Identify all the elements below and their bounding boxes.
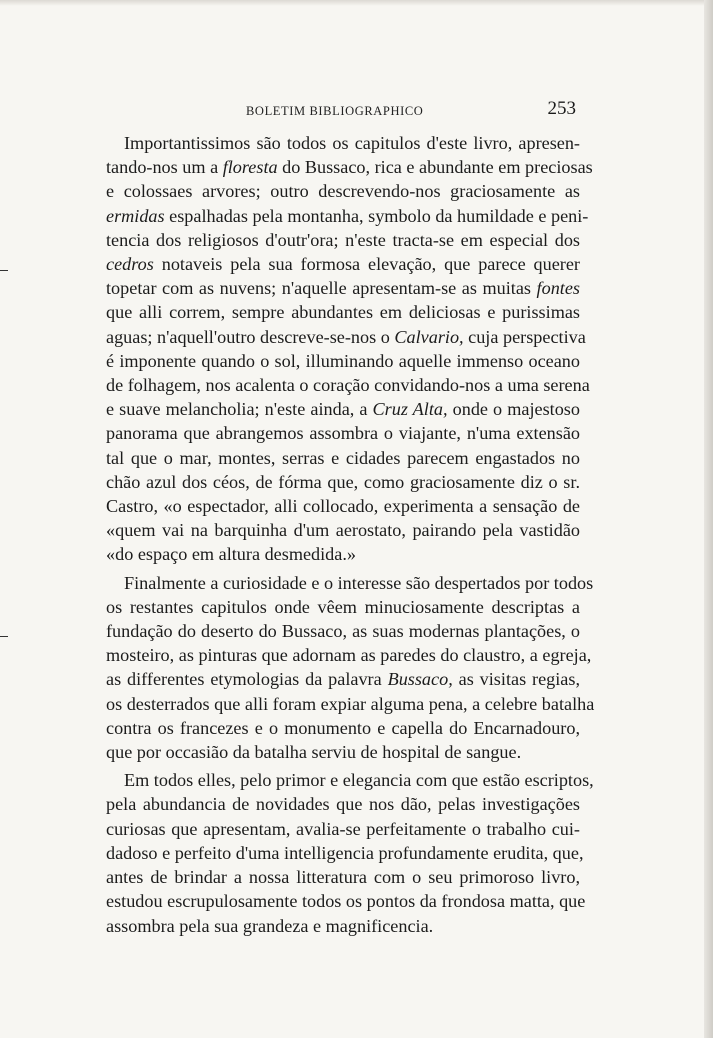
text-segment: tando-nos um a [106, 157, 223, 178]
italic-term: fontes [536, 278, 580, 299]
text-segment: cuja perspectiva [463, 326, 586, 347]
italic-term: Bussaco, [387, 669, 453, 690]
text-line [106, 131, 580, 155]
text-line [106, 792, 580, 816]
paragraph [106, 571, 595, 765]
text-segment: tal que o mar, montes, serras e cidades parecem engastados no [106, 447, 580, 468]
text-line [106, 542, 580, 566]
text-segment: contra os francezes e o monumento e capella do Encarnadouro, [106, 717, 580, 738]
italic-term: Calvario, [394, 326, 464, 347]
text-line [106, 716, 580, 740]
text-segment: que por occasião da batalha serviu de hospital de sangue. [106, 742, 522, 763]
paragraph [106, 131, 593, 567]
text-line [106, 571, 594, 595]
text-segment: e suave melancholia; n'este ainda, a [106, 399, 373, 420]
text-line [106, 595, 580, 619]
text-segment: as visitas regias, [452, 669, 580, 690]
text-line [106, 740, 580, 764]
text-segment: panorama que abrangemos assombra o viajante, n'uma extensão [106, 423, 580, 444]
text-line [106, 300, 580, 324]
text-segment: Finalmente a curiosidade e o interesse são despertados por todos [124, 572, 594, 593]
text-line [106, 692, 595, 716]
text-line [106, 252, 580, 276]
text-line [106, 817, 580, 841]
text-segment: tencia dos religiosos d'outr'ora; n'este tracta-se em especial dos [106, 229, 580, 250]
text-segment: fundação do deserto do Bussaco, as suas modernas plantações, o [106, 621, 580, 642]
text-segment: dadoso e perfeito d'uma intelligencia profundamente erudita, que, [106, 842, 584, 863]
text-line [106, 228, 580, 252]
text-segment: do Bussaco, rica e abundante em preciosas [277, 157, 593, 178]
text-segment: onde o majestoso [447, 399, 580, 420]
text-line [106, 667, 580, 691]
text-line [106, 865, 580, 889]
text-segment: os desterrados que alli foram expiar alguma pena, a celebre batalha [106, 693, 595, 714]
text-line [106, 179, 580, 203]
text-segment: Castro, «o espectador, alli collocado, experimenta a sensação de [106, 496, 580, 517]
text-segment: notaveis pela sua formosa elevação, que parece querer [153, 254, 580, 275]
text-segment: assombra pela sua grandeza e magnificencia. [106, 915, 434, 936]
text-segment: estudou escrupulosamente todos os pontos da frondosa matta, que [106, 891, 586, 912]
text-line [106, 373, 590, 397]
page-header [106, 98, 580, 124]
text-segment: que alli correm, sempre abundantes em deliciosas e purissimas [106, 302, 580, 323]
text-segment: «quem vai na barquinha d'um aerostato, pairando pela vastidão [106, 520, 580, 541]
text-segment: mosteiro, as pinturas que adornam as paredes do claustro, a egreja, [106, 645, 592, 666]
margin-mark [0, 270, 8, 271]
text-line [106, 325, 586, 349]
text-line [106, 619, 580, 643]
text-line [106, 421, 580, 445]
text-line [106, 841, 584, 865]
text-segment: chão azul dos céos, de fórma que, como graciosamente diz o sr. [106, 471, 580, 492]
text-line [106, 914, 580, 938]
text-segment: curiosas que apresentam, avalia-se perfeitamente o trabalho cui- [106, 818, 580, 839]
text-segment: espalhadas pela montanha, symbolo da humildade e peni- [164, 205, 589, 226]
text-segment: topetar com as nuvens; n'aquelle apresentam-se as muitas [106, 278, 537, 299]
text-segment: e colossaes arvores; outro descrevendo-nos graciosamente as [106, 181, 580, 202]
text-line [106, 155, 593, 179]
margin-mark [0, 636, 8, 637]
text-segment: os restantes capitulos onde vêem minuciosamente descriptas a [106, 596, 580, 617]
page-top-edge [0, 0, 713, 6]
text-segment: é imponente quando o sol, illuminando aquelle immenso oceano [106, 350, 580, 371]
italic-term: Cruz Alta, [372, 399, 448, 420]
text-line [106, 518, 580, 542]
page-right-edge [704, 0, 713, 1038]
text-line [106, 643, 592, 667]
text-segment: Em todos elles, pelo primor e elegancia com que estão escriptos, [124, 770, 594, 791]
page-number: 253 [547, 98, 576, 119]
text-line [106, 494, 580, 518]
italic-term: ermidas [106, 205, 165, 226]
italic-term: floresta [222, 157, 278, 178]
text-segment: as differentes etymologias da palavra [106, 669, 388, 690]
text-line [106, 470, 580, 494]
italic-term: cedros [106, 254, 154, 275]
text-line [106, 768, 594, 792]
text-line [106, 276, 580, 300]
text-line [106, 349, 580, 373]
text-segment: aguas; n'aquell'outro descreve-se-nos o [106, 326, 395, 347]
text-segment: Importantissimos são todos os capitulos d'este livro, apresen- [124, 133, 580, 153]
text-segment: «do espaço em altura desmedida.» [106, 544, 356, 565]
text-line [106, 446, 580, 470]
text-segment: antes de brindar a nossa litteratura com o seu primoroso livro, [106, 867, 580, 888]
text-line [106, 397, 580, 421]
text-line [106, 889, 586, 913]
paragraph [106, 768, 594, 937]
text-line [106, 204, 589, 228]
body-text [106, 131, 595, 942]
running-title: BOLETIM BIBLIOGRAPHICO [246, 104, 424, 118]
text-segment: pela abundancia de novidades que nos dão, pelas investigações [106, 794, 580, 815]
text-segment: de folhagem, nos acalenta o coração convidando-nos a uma serena [106, 375, 590, 396]
